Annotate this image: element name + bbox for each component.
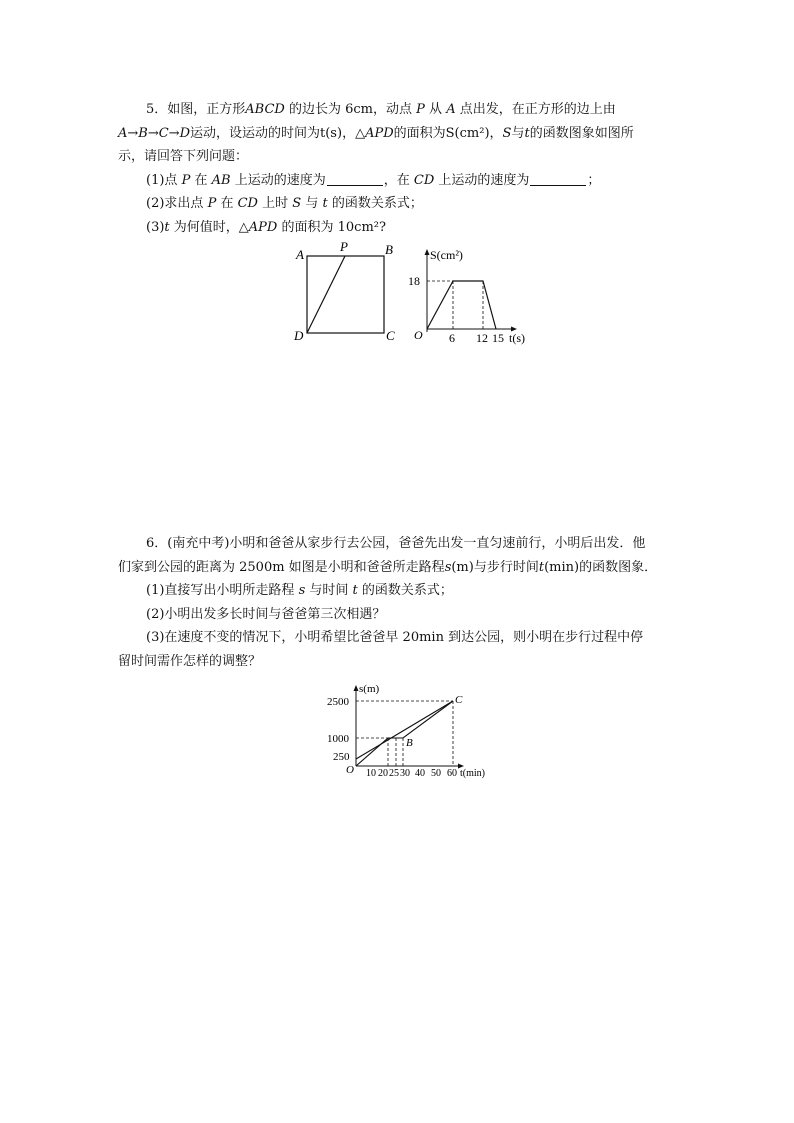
x-tick-label: 15	[492, 331, 504, 345]
math-var: t	[164, 219, 170, 235]
text: (南充中考)小明和爸爸从家步行去公园，爸爸先出发一直匀速前行，小明后出发．他	[167, 536, 646, 551]
text: ，在	[383, 172, 410, 188]
y-tick-label: 1000	[327, 733, 349, 745]
label-d: D	[294, 328, 304, 343]
text: (3)	[146, 219, 165, 235]
math-var: ABCD	[245, 102, 285, 117]
math-var: t(s)	[320, 125, 343, 141]
text: 运动，设运动的时间为	[190, 125, 321, 141]
text: 点出发，在正方形的边上由	[459, 102, 616, 117]
q5-part-2	[118, 192, 680, 216]
s-t-function-line	[427, 281, 496, 329]
text: 们家到公园的距离为 2500m 如图是小明和爸爸所走路程	[118, 559, 445, 575]
text: 上时	[262, 196, 289, 211]
text: 为何值时，△	[173, 219, 249, 235]
text: (min)的函数图象．	[544, 559, 658, 575]
text: (1)点	[146, 172, 178, 188]
x-tick-label: 30	[400, 768, 410, 779]
q6-part-2: (2)小明出发多长时间与爸爸第三次相遇？	[146, 606, 386, 622]
distance-time-graph	[320, 680, 500, 780]
text: 的面积为 10cm²?	[281, 219, 386, 235]
origin-label: O	[414, 328, 423, 342]
label-p: P	[340, 239, 348, 254]
text: 的面积为	[393, 125, 446, 141]
q5-intro-line-1	[118, 98, 680, 122]
answer-blank[interactable]	[530, 173, 586, 186]
math-var: t	[524, 125, 530, 141]
text: 如图，正方形	[167, 102, 246, 117]
question-number: 5．	[146, 102, 168, 117]
label-b: B	[385, 242, 393, 257]
x-tick-label: 20	[378, 768, 388, 779]
math-var: P	[416, 102, 425, 117]
y-axis-arrow	[425, 249, 430, 255]
text: 的函数关系式；	[331, 196, 423, 211]
question-6-text	[118, 532, 680, 673]
x-tick-label: 6	[449, 331, 455, 345]
math-path: A→B→C→D	[118, 125, 190, 141]
dad-line	[356, 701, 453, 759]
math-var: t	[322, 196, 328, 211]
xiaoming-line	[356, 701, 453, 766]
math-var: s	[298, 583, 306, 598]
math-var: A	[446, 102, 456, 117]
text: 与	[305, 196, 319, 211]
x-tick-label: 60	[447, 768, 457, 779]
answer-blank[interactable]	[327, 173, 383, 186]
origin-label: O	[346, 764, 354, 776]
x-tick-label: 50	[431, 768, 441, 779]
segment-dp	[307, 256, 345, 333]
math-var: t	[352, 583, 358, 598]
x-tick-label: 10	[366, 768, 376, 779]
text: 在	[194, 172, 208, 188]
text: 的函数关系式；	[361, 583, 453, 598]
q5-intro-line-3: 示，请回答下列问题：	[118, 149, 249, 164]
math-var: S	[502, 125, 512, 141]
q6-line-2	[118, 556, 680, 580]
math-var: CD	[413, 172, 435, 188]
square-abcd	[307, 256, 384, 333]
q6-line-1	[118, 532, 680, 556]
math-var: P	[181, 172, 191, 188]
label-a: A	[296, 247, 304, 262]
x-axis-label: t(s)	[509, 331, 525, 345]
text: (m)与步行时间	[451, 559, 539, 575]
q6-part-1	[118, 579, 680, 603]
text: 上运动的速度为	[234, 172, 326, 188]
text: ，	[489, 125, 503, 141]
text: 上运动的速度为	[438, 172, 530, 188]
x-tick-label: 40	[415, 768, 425, 779]
text: 与时间	[309, 583, 349, 598]
y-tick-label: 2500	[327, 696, 349, 708]
s-t-graph	[402, 246, 542, 350]
label-c: C	[386, 328, 395, 343]
text: 在	[220, 196, 234, 211]
q5-part-1	[118, 169, 680, 193]
text: 从	[429, 102, 443, 117]
question-number: 6．	[146, 536, 168, 551]
y-tick-label: 250	[333, 751, 350, 763]
point-c-label: C	[455, 694, 463, 706]
x-axis-label: t(min)	[460, 768, 485, 779]
text: ，△	[342, 125, 366, 141]
text: (1)直接写出小明所走路程	[146, 583, 295, 598]
math-var: CD	[237, 196, 258, 211]
math-var: AB	[211, 172, 231, 188]
x-tick-label: 12	[476, 331, 488, 345]
text: ；	[587, 172, 601, 188]
text: 的函数图象如图所	[529, 125, 634, 141]
text: (2)求出点	[146, 196, 204, 211]
math-var: S	[292, 196, 302, 211]
y-axis-label: s(m)	[359, 683, 380, 695]
square-figure	[285, 236, 405, 348]
question-5-text	[118, 98, 680, 239]
math-var: APD	[365, 125, 394, 141]
math-var: APD	[248, 219, 278, 235]
math-var: S(cm²)	[445, 125, 490, 141]
text: 的边长为 6cm，动点	[289, 102, 413, 117]
math-var: s	[444, 559, 452, 575]
point-b-label: B	[406, 737, 413, 749]
math-var: P	[207, 196, 217, 211]
y-tick-label: 18	[408, 274, 420, 288]
math-var: t	[538, 559, 545, 575]
y-axis-arrow	[354, 685, 359, 691]
x-tick-label: 25	[389, 768, 399, 779]
y-axis-label: S(cm²)	[430, 248, 463, 262]
q6-part-3-line-1: (3)在速度不变的情况下，小明希望比爸爸早 20min 到达公园，则小明在步行过程中停	[146, 630, 644, 645]
q6-part-3-line-2: 留时间需作怎样的调整？	[118, 653, 262, 669]
q5-intro-line-2	[118, 122, 680, 146]
text: 与	[511, 125, 525, 141]
